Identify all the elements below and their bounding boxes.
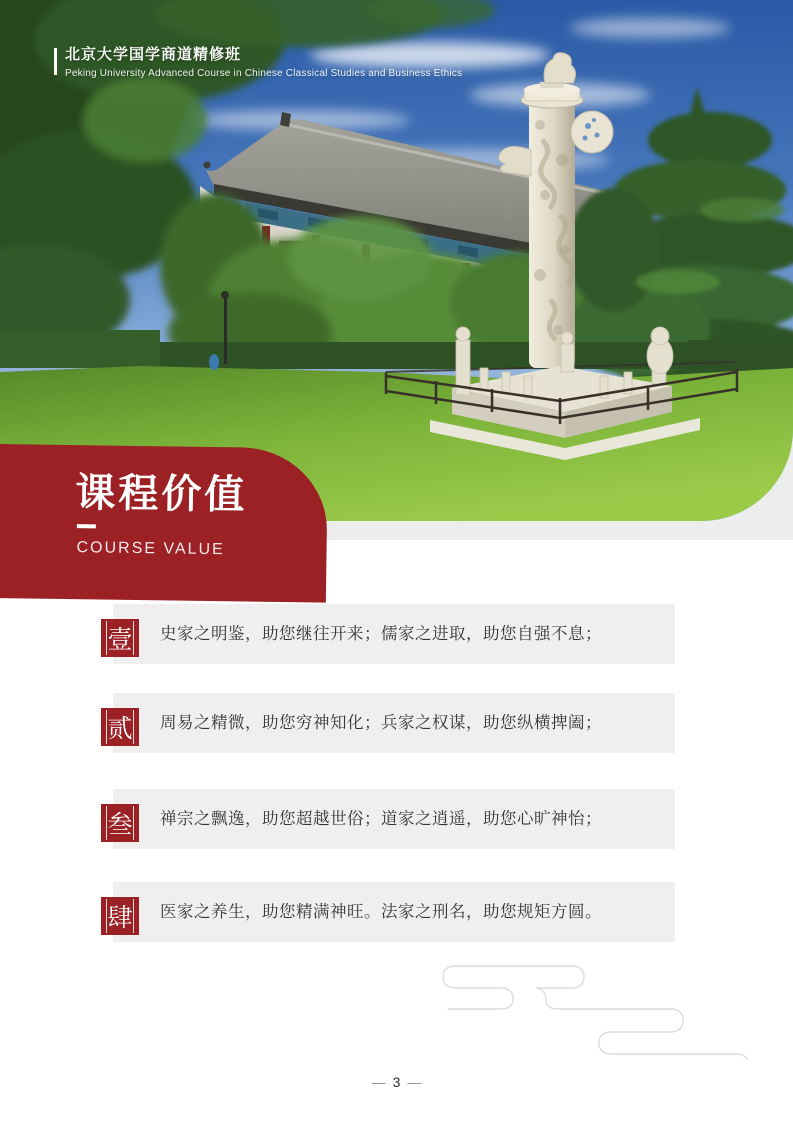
page-footer	[0, 1074, 793, 1090]
value-item-1	[101, 604, 675, 664]
value-item-3	[101, 789, 675, 849]
item-text: 史家之明鉴，助您继往开来；儒家之进取，助您自强不息；	[160, 625, 602, 643]
section-title-cn: 课程价值	[75, 471, 248, 518]
doc-title-cn: 北京大学国学商道精修班	[65, 46, 242, 63]
item-number-badge	[101, 619, 139, 657]
section-divider-dash	[77, 524, 96, 528]
item-number: 贰	[106, 710, 134, 744]
item-number-badge	[101, 804, 139, 842]
doc-header	[54, 46, 462, 80]
item-number-badge	[101, 897, 139, 935]
header-accent-bar	[54, 48, 57, 75]
footer-dash-left: —	[371, 1074, 386, 1090]
item-number-badge	[101, 708, 139, 746]
cloud-ornament	[425, 952, 750, 1067]
value-item-4	[101, 882, 675, 942]
item-text: 禅宗之飘逸，助您超越世俗；道家之逍遥，助您心旷神怡；	[160, 810, 602, 828]
campus-photo	[0, 0, 793, 521]
page-number: 3	[392, 1074, 401, 1090]
item-number: 壹	[106, 621, 134, 655]
item-number: 叁	[106, 806, 134, 840]
footer-dash-right: —	[407, 1074, 422, 1090]
item-number: 肆	[106, 899, 134, 933]
doc-title-en: Peking University Advanced Course in Chinese Classical Studies and Business Ethics	[65, 68, 463, 79]
item-text: 医家之养生，助您精满神旺。法家之刑名，助您规矩方圆。	[160, 903, 602, 921]
value-item-2	[101, 693, 675, 753]
item-text: 周易之精微，助您穷神知化；兵家之权谋，助您纵横捭阖；	[160, 714, 602, 732]
section-title-en: COURSE VALUE	[76, 539, 225, 559]
section-banner	[0, 444, 328, 603]
